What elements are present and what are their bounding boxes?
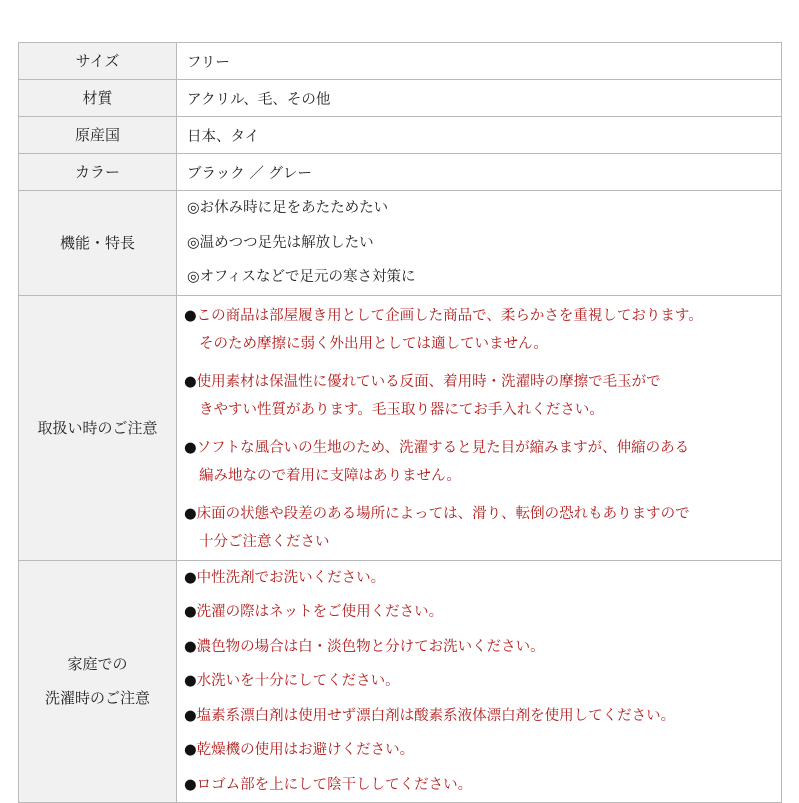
product-spec-table — [18, 42, 782, 803]
handling-note — [184, 428, 781, 494]
note-line: きやすい性質があります。毛玉取り器にてお手入れください。 — [199, 401, 604, 418]
features-row — [19, 191, 782, 296]
handling-row — [19, 295, 782, 560]
handling-note — [184, 296, 781, 362]
note-text: ロゴム部を上にして陰干ししてください。 — [196, 776, 473, 793]
washing-label — [19, 560, 177, 803]
note-text: 塩素系漂白剤は使用せず漂白剤は酸素系液体漂白剤を使用してください。 — [196, 707, 676, 724]
washing-label-line: 家庭での — [67, 655, 128, 674]
bullet-icon: ● — [184, 742, 197, 758]
material-row — [19, 80, 782, 117]
note-text: 洗濯の際はネットをご使用ください。 — [196, 604, 444, 620]
features-list — [177, 191, 782, 296]
material-label: 材質 — [19, 80, 177, 117]
feature-item: ◎お休み時に足をあたためたい — [187, 200, 389, 216]
note-text: 乾燥機の使用はお避けください。 — [196, 742, 415, 758]
note-text: 水洗いを十分にしてください。 — [196, 673, 400, 689]
washing-notes — [177, 560, 782, 803]
bullet-icon: ● — [184, 373, 197, 390]
size-row — [19, 43, 782, 80]
bullet-icon: ● — [184, 439, 197, 456]
handling-note — [184, 362, 781, 428]
features-label: 機能・特長 — [19, 191, 177, 296]
washing-note — [184, 733, 781, 768]
note-line: この商品は部屋履き用として企画した商品で、柔らかさを重視しております。 — [196, 307, 703, 324]
washing-row — [19, 560, 782, 803]
origin-label: 原産国 — [19, 117, 177, 154]
color-row — [19, 154, 782, 191]
bullet-icon: ● — [184, 707, 197, 724]
handling-note — [184, 494, 781, 560]
bullet-icon: ● — [184, 569, 197, 586]
feature-item: ◎温めつつ足先は解放したい — [187, 234, 374, 251]
note-text: 濃色物の場合は白・淡色物と分けてお洗いください。 — [196, 638, 545, 655]
handling-notes — [177, 295, 782, 560]
washing-note — [184, 630, 781, 665]
bullet-icon: ● — [184, 505, 197, 522]
note-line: 床面の状態や段差のある場所によっては、滑り、転倒の恐れもありますので — [196, 505, 690, 522]
origin-value: 日本、タイ — [177, 117, 782, 154]
color-value: ブラック ／ グレー — [177, 154, 782, 191]
origin-row — [19, 117, 782, 154]
note-line: 編み地なので着用に支障はありません。 — [199, 467, 461, 484]
washing-note — [184, 768, 781, 803]
bullet-icon: ● — [184, 638, 197, 655]
note-line: 十分ご注意ください — [199, 533, 330, 550]
note-line: 使用素材は保温性に優れている反面、着用時・洗濯時の摩擦で毛玉がで — [196, 373, 661, 390]
handling-label: 取扱い時のご注意 — [19, 295, 177, 560]
bullet-icon: ● — [184, 604, 197, 620]
size-value: フリー — [177, 43, 782, 80]
washing-label-line: 洗濯時のご注意 — [44, 689, 150, 708]
note-line: ソフトな風合いの生地のため、洗濯すると見た目が縮みますが、伸縮のある — [196, 439, 690, 456]
washing-note — [184, 664, 781, 699]
bullet-icon: ● — [184, 673, 197, 689]
bullet-icon: ● — [184, 776, 197, 793]
material-value: アクリル、毛、その他 — [177, 80, 782, 117]
note-line: そのため摩擦に弱く外出用としては適していません。 — [199, 335, 548, 352]
washing-note — [184, 595, 781, 630]
bullet-icon: ● — [184, 307, 197, 324]
size-label: サイズ — [19, 43, 177, 80]
feature-item: ◎オフィスなどで足元の寒さ対策に — [187, 269, 416, 285]
washing-note — [184, 699, 781, 734]
washing-note — [184, 561, 781, 596]
note-text: 中性洗剤でお洗いください。 — [196, 569, 386, 586]
color-label: カラー — [19, 154, 177, 191]
